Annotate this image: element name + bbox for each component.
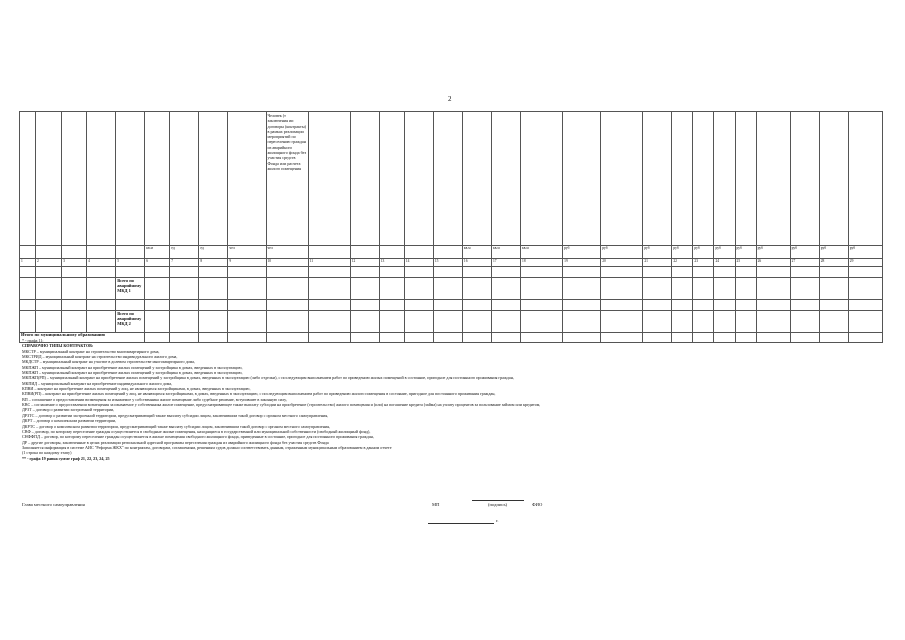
table-cell	[87, 278, 116, 300]
column-number-row	[20, 259, 883, 267]
table-cell	[462, 278, 491, 300]
table-cell	[145, 311, 170, 333]
column-number-cell: 12	[350, 259, 379, 267]
column-number-cell: 29	[848, 259, 882, 267]
table-cell	[521, 278, 563, 300]
table-cell	[433, 300, 462, 311]
table-cell	[790, 267, 819, 278]
contract-type-item: МКДСТР – муниципальный контракт на участие в долевом строительстве многоквартирного дома,	[22, 359, 196, 365]
table-cell	[350, 278, 379, 300]
unit-cell: руб	[756, 246, 790, 259]
table-row	[20, 267, 883, 278]
contract-type-item: Заполняется информация в системе АИС "Реформа ЖКХ" по контрактам, договорам, соглашениям, решениям судов должно соответствовать данным, отраженным муниципальным образованием в данном отчете	[22, 444, 392, 450]
table-cell	[521, 311, 563, 333]
table-cell	[199, 311, 228, 333]
table-cell	[170, 278, 199, 300]
table-cell	[308, 311, 350, 333]
column-number-cell: 3	[62, 259, 87, 267]
table-cell	[735, 311, 756, 333]
unit-cell: ед	[170, 246, 199, 259]
notes-section	[22, 338, 882, 461]
unit-cell: кв.м	[462, 246, 491, 259]
contract-type-item: ДКРТ – договор о комплексном развитии территории,	[22, 418, 117, 424]
head-label: Глава местного самоуправления	[22, 502, 85, 507]
column-number-cell: 1	[20, 259, 36, 267]
column-number-cell: 18	[521, 259, 563, 267]
contract-type-item: ДРЗТ – договор о развитии застроенной территории,	[22, 407, 115, 413]
table-cell	[87, 300, 116, 311]
unit-cell	[36, 246, 62, 259]
unit-cell	[62, 246, 87, 259]
header-row	[20, 112, 883, 246]
unit-cell: руб	[819, 246, 848, 259]
table-cell	[116, 267, 145, 278]
table-row	[20, 300, 883, 311]
column-number-cell: 26	[756, 259, 790, 267]
unit-cell	[350, 246, 379, 259]
table-cell	[848, 311, 882, 333]
column-number-cell: 14	[404, 259, 433, 267]
table-cell	[714, 267, 735, 278]
table-cell	[819, 278, 848, 300]
table-cell	[20, 311, 36, 333]
contract-type-item: СНФФПД – договор, по которому переселение граждан осуществляется в жилые помещения свободного жилищного фонда, приведенные в состояние, пригодное для постоянного проживания граждан,	[22, 434, 374, 440]
contract-type-item: ДР – другие договоры, заключенные в целях реализации региональной адресной программы переселения граждан из аварийного жилищного фонда без участия средств Фонда	[22, 439, 329, 445]
unit-cell	[87, 246, 116, 259]
column-number-cell: 8	[199, 259, 228, 267]
table-cell	[491, 278, 520, 300]
column-number-cell: 24	[714, 259, 735, 267]
table-cell	[563, 278, 601, 300]
table-cell	[643, 278, 672, 300]
table-cell	[601, 267, 643, 278]
table-cell	[350, 267, 379, 278]
table-cell	[601, 278, 643, 300]
signature-line	[472, 500, 524, 501]
table-cell	[433, 278, 462, 300]
column-number-cell: 15	[433, 259, 462, 267]
subtotal-label: Всего по аварийному МКД 1	[116, 278, 145, 300]
table-cell	[563, 311, 601, 333]
subtotal-row-mkd1	[20, 278, 883, 300]
table-cell	[790, 278, 819, 300]
contract-type-item: (1 строка по каждому этапу)	[22, 450, 72, 456]
table-cell	[170, 300, 199, 311]
table-cell	[266, 300, 308, 311]
unit-cell: руб	[735, 246, 756, 259]
table-cell	[601, 300, 643, 311]
column-number-cell: 11	[308, 259, 350, 267]
table-cell	[87, 267, 116, 278]
table-cell	[36, 278, 62, 300]
table-cell	[266, 267, 308, 278]
table-cell	[643, 267, 672, 278]
column-number-cell: 4	[87, 259, 116, 267]
contract-type-item: КПВИ(РП) – контракт на приобретение жилых помещений у лиц, не являющихся застройщиками, в домах, введенных в эксплуатацию, с последующим выполнением работ по приведению жилого помещения в состояние, пригодное для постоянного проживания граждан,	[22, 391, 496, 397]
table-cell	[87, 311, 116, 333]
contract-type-item: МКПЖП – муниципальный контракт на приобретение жилых помещений у застройщика в домах, введенных в эксплуатацию,	[22, 364, 243, 370]
table-cell	[308, 278, 350, 300]
table-cell	[145, 278, 170, 300]
table-cell	[714, 311, 735, 333]
table-cell	[62, 311, 87, 333]
table-cell	[643, 300, 672, 311]
unit-cell	[379, 246, 404, 259]
table-cell	[433, 267, 462, 278]
table-cell	[643, 311, 672, 333]
page-number: 2	[448, 95, 452, 103]
column-number-cell: 10	[266, 259, 308, 267]
table-cell	[693, 300, 714, 311]
table-cell	[693, 311, 714, 333]
table-cell	[36, 300, 62, 311]
table-cell	[563, 267, 601, 278]
contract-type-item: ДРЗТС – договор о развитии застроенной территории, предусматривающий также выплату субсидии лицом, заключившим такой договор с органом местного самоуправления,	[22, 412, 329, 418]
table-cell	[756, 311, 790, 333]
unit-cell: руб	[693, 246, 714, 259]
table-cell	[308, 267, 350, 278]
unit-cell	[308, 246, 350, 259]
table-cell	[563, 300, 601, 311]
unit-cell: чел	[228, 246, 266, 259]
unit-cell: ед	[199, 246, 228, 259]
table-cell	[379, 311, 404, 333]
table-cell	[672, 267, 693, 278]
table-cell	[714, 300, 735, 311]
table-cell	[199, 300, 228, 311]
column-number-cell: 23	[693, 259, 714, 267]
column-number-cell: 17	[491, 259, 520, 267]
table-cell	[491, 300, 520, 311]
subtotal-row-mkd2	[20, 311, 883, 333]
unit-cell	[404, 246, 433, 259]
table-cell	[462, 267, 491, 278]
table-cell	[20, 267, 36, 278]
unit-cell: кв.м	[145, 246, 170, 259]
table-cell	[20, 300, 36, 311]
column-number-cell: 9	[228, 259, 266, 267]
table-cell	[228, 278, 266, 300]
table-cell	[379, 300, 404, 311]
table-cell	[491, 267, 520, 278]
table-cell	[36, 267, 62, 278]
table-cell	[714, 278, 735, 300]
table-cell	[62, 267, 87, 278]
grand-total-label: Итого по муниципальному образованию	[20, 333, 145, 343]
table-cell	[491, 311, 520, 333]
column-number-cell: 21	[643, 259, 672, 267]
table-cell	[672, 278, 693, 300]
unit-cell: руб	[563, 246, 601, 259]
table-cell	[266, 278, 308, 300]
table-cell	[848, 267, 882, 278]
mp-label: МП	[432, 502, 440, 507]
column-number-cell: 20	[601, 259, 643, 267]
date-line	[428, 523, 494, 524]
table-cell	[819, 267, 848, 278]
unit-cell: кв.м	[521, 246, 563, 259]
table-cell	[350, 311, 379, 333]
table-cell	[228, 300, 266, 311]
signature-caption: (подпись)	[488, 502, 508, 507]
unit-cell: руб	[672, 246, 693, 259]
column-number-cell: 2	[36, 259, 62, 267]
table-cell	[170, 311, 199, 333]
note-graph19: ** - графа 19 равна сумме граф 21, 22, 23, 24, 25	[22, 455, 110, 461]
contract-type-item: КВС – соглашение о предоставлении возмещения за изымаемое у собственника жилое помещение, предусматривающее также выплату субсидии на приобретение (строительство) жилого помещения и (или) на погашение кредита (займа) на уплату процентов за пользование займом или кредитом,	[22, 402, 541, 408]
unit-cell	[116, 246, 145, 259]
column-number-cell: 27	[790, 259, 819, 267]
contract-type-item: ДКРТС – договор о комплексном развитии территории, предусматривающий также выплату субсидии лицом, заключившим такой договор с органом местного самоуправления,	[22, 423, 330, 429]
table-cell	[790, 300, 819, 311]
table-cell	[672, 300, 693, 311]
contract-type-item: МКСТР – муниципальный контракт на строительство многоквартирного дома,	[22, 348, 160, 354]
table-cell	[62, 300, 87, 311]
contract-type-item: МКСТРИД – муниципальный контракт на строительство индивидуального жилого дома,	[22, 354, 178, 360]
table-cell	[145, 300, 170, 311]
note-graph11: * - графа 11:	[22, 338, 44, 343]
table-cell	[404, 278, 433, 300]
table-cell	[462, 300, 491, 311]
table-cell	[199, 278, 228, 300]
unit-cell: руб	[714, 246, 735, 259]
table-cell	[404, 267, 433, 278]
table-cell	[819, 300, 848, 311]
table-cell	[116, 300, 145, 311]
column-number-cell: 5	[116, 259, 145, 267]
subtotal-label: Всего по аварийному МКД 2	[116, 311, 145, 333]
column-number-cell: 16	[462, 259, 491, 267]
table-cell	[404, 300, 433, 311]
table-cell	[848, 300, 882, 311]
table-cell	[266, 311, 308, 333]
contract-type-item: МКПЖП(РП) – муниципальный контракт на приобретение жилых помещений у застройщика в домах, введенных в эксплуатацию (либо отделки), с последующим выполнением работ по приведению жилых помещений в состояние, пригодное для постоянного проживания граждан,	[22, 375, 514, 381]
table-cell	[62, 278, 87, 300]
table-cell	[145, 267, 170, 278]
table-cell	[819, 311, 848, 333]
table-cell	[735, 278, 756, 300]
table-cell	[521, 267, 563, 278]
column-number-cell: 13	[379, 259, 404, 267]
unit-cell: руб	[790, 246, 819, 259]
table-cell	[672, 311, 693, 333]
unit-cell: чел	[266, 246, 308, 259]
table-cell	[756, 267, 790, 278]
column-number-cell: 22	[672, 259, 693, 267]
table-cell	[735, 267, 756, 278]
table-cell	[36, 311, 62, 333]
contract-type-item: МКПЖП – муниципальный контракт на приобретение жилых помещений у застройщика в домах, введенных в эксплуатацию,	[22, 370, 243, 376]
table-cell	[404, 311, 433, 333]
header-col10-text: Человек (т заключения ии договоры (контракты) в рамках реализации мероприятий по переселению граждан из аварийного жилищного фонда без участия средств Фонда или расчета жилого помещения	[266, 112, 308, 246]
contract-type-item: ВП – соглашение о предоставлении возмещения за изымаемое у собственника жилое помещение либо судебное решение, вступившее в законную силу,	[22, 396, 287, 402]
fio-label: ФИО	[532, 502, 543, 507]
unit-cell	[433, 246, 462, 259]
date-mark: г.	[496, 518, 499, 523]
table-cell	[433, 311, 462, 333]
column-number-cell: 6	[145, 259, 170, 267]
contract-type-item: СВФ – договор, по которому переселение граждан осуществляется в свободные жилые помещения, находящиеся в государственной или муниципальной собственности (свободный жилищный фонд),	[22, 428, 371, 434]
table-cell	[756, 278, 790, 300]
table-cell	[462, 311, 491, 333]
table-cell	[228, 311, 266, 333]
table-cell	[735, 300, 756, 311]
unit-cell: руб	[643, 246, 672, 259]
unit-cell	[20, 246, 36, 259]
table-cell	[20, 278, 36, 300]
table-cell	[199, 267, 228, 278]
table-cell	[350, 300, 379, 311]
table-cell	[756, 300, 790, 311]
column-number-cell: 7	[170, 259, 199, 267]
table-cell	[379, 267, 404, 278]
table-cell	[693, 278, 714, 300]
table-cell	[693, 267, 714, 278]
table-cell	[170, 267, 199, 278]
contracts-table	[19, 111, 883, 343]
unit-cell: руб	[601, 246, 643, 259]
table-cell	[790, 311, 819, 333]
column-number-cell: 19	[563, 259, 601, 267]
contract-type-item: МКПИД – муниципальный контракт на приобретение индивидуального жилого дома,	[22, 380, 173, 386]
table-cell	[228, 267, 266, 278]
table-cell	[601, 311, 643, 333]
contract-type-item: КПВИ – контракт на приобретение жилых помещений у лиц, не являющихся застройщиками, в домах, введенных в эксплуатацию,	[22, 386, 251, 392]
column-number-cell: 28	[819, 259, 848, 267]
unit-cell: руб	[848, 246, 882, 259]
units-row	[20, 246, 883, 259]
contract-types-title: СПРАВОЧНО ТИПЫ КОНТРАКТОВ:	[22, 343, 94, 349]
unit-cell: кв.м	[491, 246, 520, 259]
column-number-cell: 25	[735, 259, 756, 267]
table-cell	[308, 300, 350, 311]
table-cell	[848, 278, 882, 300]
table-cell	[521, 300, 563, 311]
table-cell	[379, 278, 404, 300]
